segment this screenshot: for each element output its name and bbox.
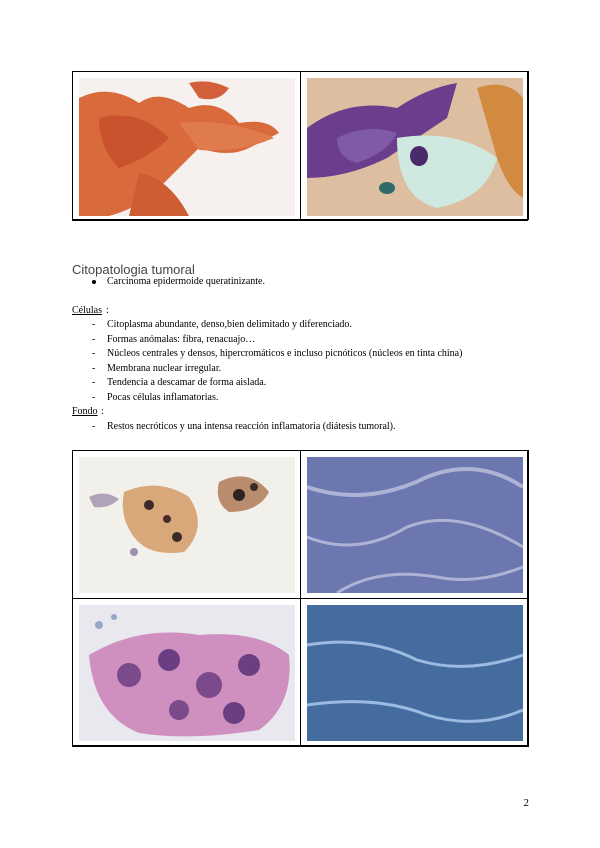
micrograph-cluster-pap <box>72 450 301 599</box>
micrograph-cluster-pink <box>72 598 301 747</box>
cells-item: Núcleos centrales y densos, hipercromáticos e incluso picnóticos (núcleos en tinta china) <box>107 348 463 359</box>
top-image-table <box>72 71 528 221</box>
micrograph-tadpole-cells <box>300 71 529 220</box>
dash-icon: - <box>92 392 96 403</box>
section-title: Citopatologia tumoral <box>72 261 195 277</box>
dash-icon: - <box>92 363 96 374</box>
page-number: 2 <box>523 797 529 809</box>
dash-icon: - <box>92 421 96 432</box>
cells-item: Citoplasma abundante, denso,bien delimitado y diferenciado. <box>107 319 352 330</box>
background-item: Restos necróticos y una intensa reacción inflamatoria (diátesis tumoral). <box>107 421 396 432</box>
micrograph-keratinized-cells <box>72 71 301 220</box>
dash-icon: - <box>92 377 96 388</box>
micrograph-tissue-dark-blue <box>300 598 529 747</box>
cells-item: Formas anómalas: fibra, renacuajo… <box>107 334 256 345</box>
dash-icon: - <box>92 334 96 345</box>
dash-icon: - <box>92 319 96 330</box>
dash-icon: - <box>92 348 96 359</box>
bullet-text: Carcinoma epidermoide queratinizante. <box>107 276 265 287</box>
bottom-image-table <box>72 450 528 746</box>
cells-item: Tendencia a descamar de forma aislada. <box>107 377 267 388</box>
bullet-icon <box>92 280 96 284</box>
cells-item: Pocas células inflamatorias. <box>107 392 219 403</box>
cells-label: Células <box>72 305 102 316</box>
cells-item: Membrana nuclear irregular. <box>107 363 222 374</box>
micrograph-tissue-blue <box>300 450 529 599</box>
background-label: Fondo <box>72 406 98 417</box>
